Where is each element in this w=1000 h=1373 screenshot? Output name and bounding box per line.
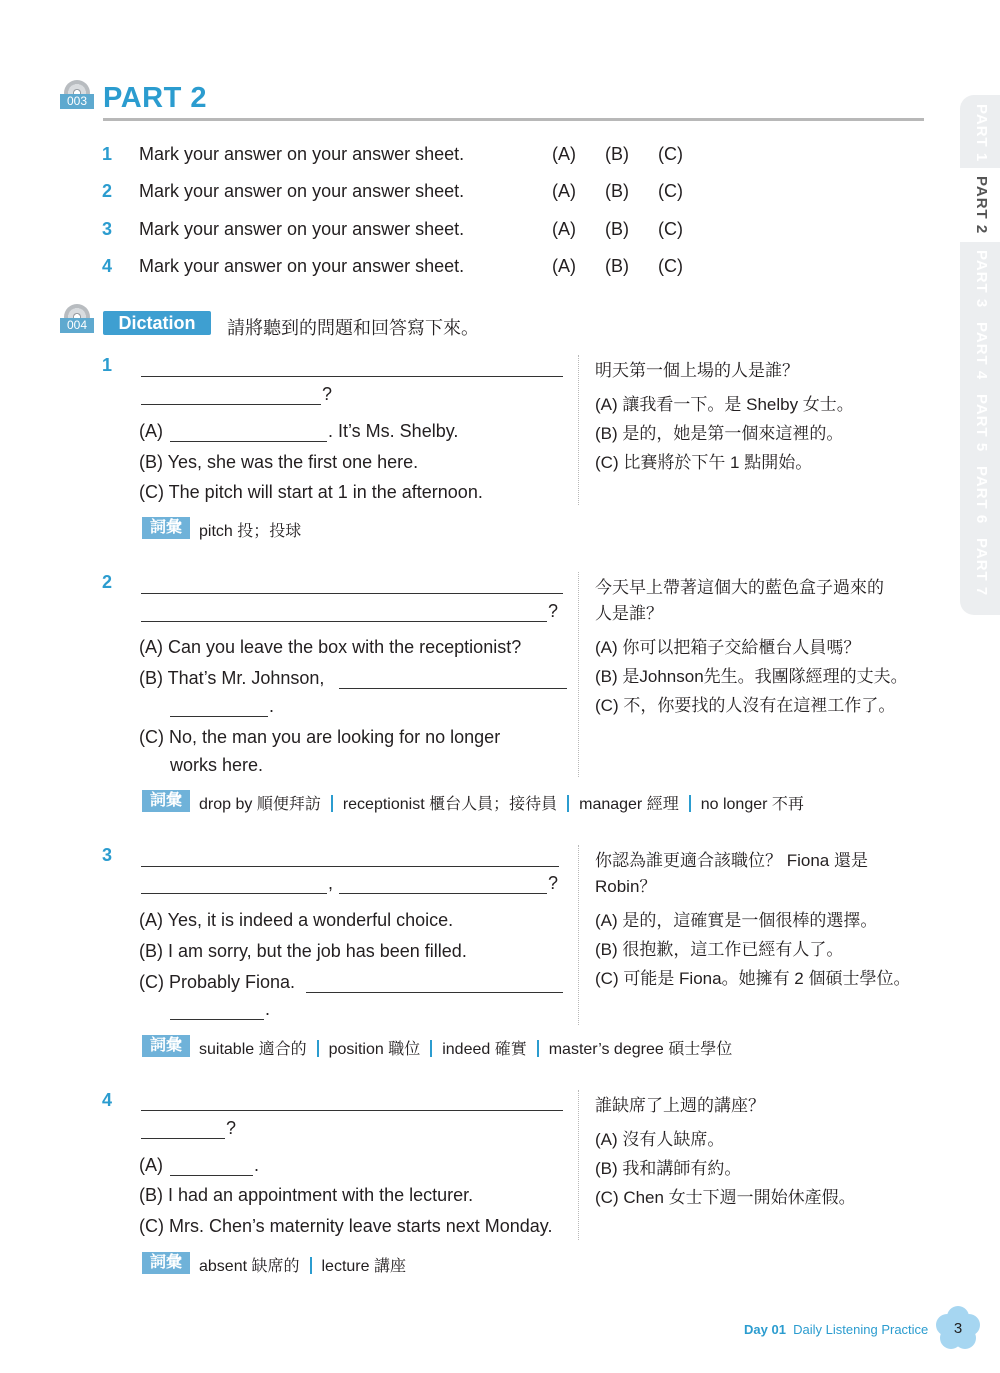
option-b: (B) [605, 181, 629, 201]
footer-subtitle: Daily Listening Practice [793, 1322, 929, 1337]
vocab-badge: 詞彙 [142, 1252, 190, 1274]
side-tab-part3[interactable]: PART 3 [973, 250, 990, 309]
column-divider [578, 1090, 579, 1240]
column-divider [578, 572, 579, 777]
vocab-list [199, 1253, 406, 1276]
translation-c: (C) Chen 女士下週一開始休產假。 [595, 1188, 856, 1207]
blank-line[interactable] [141, 893, 327, 894]
blank-line[interactable] [141, 376, 563, 377]
option-c-text-cont: works here. [170, 755, 264, 775]
question-text: Mark your answer on your answer sheet. [139, 219, 465, 239]
vocab-entry: master’s degree 碩士學位 [548, 1041, 733, 1058]
side-tab-part7[interactable]: PART 7 [973, 538, 990, 597]
option-c-text: (C) No, the man you are looking for no longer [139, 727, 501, 747]
vocab-list [199, 518, 301, 541]
vocab-entry: manager 經理 [579, 796, 679, 813]
option-c-text: (C) The pitch will start at 1 in the afternoon. [139, 482, 483, 502]
option-b: (B) [605, 256, 629, 276]
translation-question: 明天第一個上場的人是誰？ [595, 361, 799, 380]
question-mark: ? [548, 601, 559, 621]
vocab-entry: absent 缺席的 [199, 1258, 300, 1275]
option-b-text: (B) I am sorry, but the job has been filled. [139, 941, 467, 961]
option-c: (C) [658, 181, 683, 201]
option-c: (C) [658, 144, 683, 164]
translation-a: (A) 你可以把箱子交給櫃台人員嗎？ [595, 638, 861, 657]
vocab-badge: 詞彙 [142, 1035, 190, 1057]
option-b-text: (B) Yes, she was the first one here. [139, 452, 419, 472]
option-a-label: (A) [139, 1155, 163, 1175]
vocab-entry: no longer 不再 [700, 796, 804, 813]
item-number: 3 [102, 845, 113, 865]
option-a-text: (A) Can you leave the box with the receptionist? [139, 637, 522, 657]
blank-line[interactable] [141, 621, 547, 622]
translation-b: (B) 是Johnson先生。我團隊經理的丈夫。 [595, 667, 908, 686]
vocab-badge: 詞彙 [142, 517, 190, 539]
question-text: Mark your answer on your answer sheet. [139, 144, 465, 164]
vocab-badge: 詞彙 [142, 790, 190, 812]
translation-question: 你認為誰更適合該職位？ Fiona 還是 [595, 851, 868, 870]
question-number: 1 [102, 144, 113, 164]
footer-title [744, 1322, 928, 1337]
side-tab-part5[interactable]: PART 5 [973, 394, 990, 453]
vocab-separator [537, 1040, 539, 1057]
translation-a: (A) 讓我看一下。是 Shelby 女士。 [595, 395, 854, 414]
vocab-entry: drop by 順便拜訪 [199, 796, 321, 813]
vocab-separator [689, 795, 691, 812]
dictation-instruction: 請將聽到的問題和回答寫下來。 [227, 318, 479, 338]
blank-line[interactable] [339, 688, 567, 689]
audio-cd-icon[interactable] [60, 80, 94, 110]
side-tab-part1[interactable]: PART 1 [973, 104, 990, 163]
question-mark: ? [226, 1118, 237, 1138]
option-c: (C) [658, 256, 683, 276]
item-number: 1 [102, 355, 113, 375]
translation-c: (C) 比賽將於下午 1 點開始。 [595, 453, 813, 472]
option-c-text: (C) Mrs. Chen’s maternity leave starts next Monday. [139, 1216, 553, 1236]
vocab-entry: position 職位 [328, 1041, 421, 1058]
column-divider [578, 355, 579, 505]
part-title: PART 2 [103, 82, 207, 114]
blank-line[interactable] [141, 1138, 225, 1139]
question-number: 3 [102, 219, 113, 239]
option-b: (B) [605, 219, 629, 239]
side-tab-part2[interactable]: PART 2 [973, 176, 990, 235]
blank-line[interactable] [170, 441, 327, 442]
comma: , [328, 873, 334, 893]
item-number: 2 [102, 572, 113, 592]
translation-b: (B) 很抱歉，這工作已經有人了。 [595, 940, 844, 959]
vocab-list [199, 791, 804, 814]
vocab-list [199, 1036, 732, 1059]
translation-a: (A) 沒有人缺席。 [595, 1130, 725, 1149]
option-a: (A) [552, 256, 576, 276]
translation-question: 誰缺席了上週的講座？ [595, 1096, 765, 1115]
vocab-separator [567, 795, 569, 812]
translation-a: (A) 是的，這確實是一個很棒的選擇。 [595, 911, 878, 930]
blank-line[interactable] [141, 1110, 563, 1111]
vocab-entry: indeed 確實 [442, 1041, 527, 1058]
option-c: (C) [658, 219, 683, 239]
blank-line[interactable] [141, 593, 563, 594]
dictation-badge: Dictation [103, 311, 211, 335]
translation-b: (B) 我和講師有約。 [595, 1159, 742, 1178]
question-text: Mark your answer on your answer sheet. [139, 181, 465, 201]
option-b: (B) [605, 144, 629, 164]
vocab-separator [317, 1040, 319, 1057]
option-c-text: (C) Probably Fiona. [139, 972, 296, 992]
question-number: 4 [102, 256, 113, 276]
period: . [265, 999, 271, 1019]
option-a: (A) [552, 144, 576, 164]
blank-line[interactable] [141, 866, 559, 867]
question-mark: ? [548, 873, 559, 893]
period: . [269, 696, 275, 716]
item-number: 4 [102, 1090, 113, 1110]
translation-c: (C) 不，你要找的人沒有在這裡工作了。 [595, 696, 896, 715]
blank-line[interactable] [339, 893, 547, 894]
blank-line[interactable] [170, 716, 268, 717]
translation-question-cont: 人是誰？ [595, 604, 663, 623]
question-text: Mark your answer on your answer sheet. [139, 256, 465, 276]
footer-day: Day 01 [744, 1322, 786, 1337]
option-b-text: (B) I had an appointment with the lecturer. [139, 1185, 474, 1205]
vocab-entry: receptionist 櫃台人員；接待員 [342, 796, 558, 813]
side-tab-part6[interactable]: PART 6 [973, 466, 990, 525]
question-mark: ? [322, 384, 333, 404]
vocab-separator [430, 1040, 432, 1057]
option-b-text: (B) That’s Mr. Johnson, [139, 668, 325, 688]
vocab-entry: pitch 投；投球 [199, 523, 302, 540]
vocab-entry: suitable 適合的 [199, 1041, 307, 1058]
option-a-label: (A) [139, 421, 163, 441]
column-divider [578, 845, 579, 1025]
option-a: (A) [552, 219, 576, 239]
track-number: 003 [60, 94, 94, 109]
title-divider [103, 118, 924, 121]
vocab-separator [331, 795, 333, 812]
vocab-separator [310, 1257, 312, 1274]
blank-line[interactable] [170, 1019, 264, 1020]
option-a-text: . It’s Ms. Shelby. [328, 421, 459, 441]
question-number: 2 [102, 181, 113, 201]
blank-line[interactable] [306, 992, 563, 993]
option-a: (A) [552, 181, 576, 201]
period: . [254, 1155, 260, 1175]
page-number: 3 [953, 1320, 963, 1337]
blank-line[interactable] [170, 1175, 253, 1176]
audio-cd-icon[interactable] [60, 304, 94, 334]
translation-b: (B) 是的，她是第一個來這裡的。 [595, 424, 844, 443]
vocab-entry: lecture 講座 [321, 1258, 406, 1275]
track-number: 004 [60, 318, 94, 333]
translation-question: 今天早上帶著這個大的藍色盒子過來的 [595, 578, 884, 597]
translation-question-cont: Robin？ [595, 877, 657, 896]
translation-c: (C) 可能是 Fiona。她擁有 2 個碩士學位。 [595, 969, 911, 988]
side-tab-part4[interactable]: PART 4 [973, 322, 990, 381]
blank-line[interactable] [141, 404, 321, 405]
option-a-text: (A) Yes, it is indeed a wonderful choice. [139, 910, 454, 930]
